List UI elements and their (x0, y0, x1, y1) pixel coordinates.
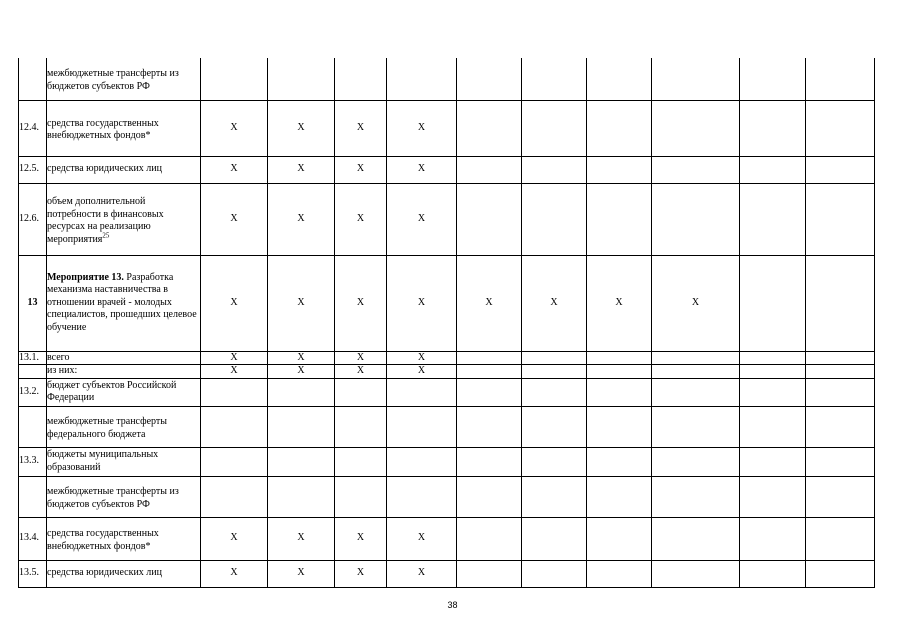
event-title: Мероприятие 13. (47, 271, 124, 283)
value-cell (335, 447, 387, 476)
value-cell (740, 255, 806, 351)
description-text: межбюджетные трансферты федерального бюджета (47, 416, 167, 440)
value-cell: X (335, 560, 387, 587)
value-cell (522, 351, 587, 365)
value-cell (740, 447, 806, 476)
value-cell (587, 560, 652, 587)
value-cell (268, 406, 335, 447)
value-cell: X (335, 351, 387, 365)
row-number: 12.4. (19, 100, 47, 156)
value-cell (457, 183, 522, 255)
row-description (47, 156, 201, 183)
value-cell (522, 476, 587, 517)
value-cell: X (387, 183, 457, 255)
row-number (19, 365, 47, 379)
value-cell: X (201, 183, 268, 255)
value-cell (806, 58, 875, 100)
value-cell: X (268, 100, 335, 156)
value-cell (806, 255, 875, 351)
value-cell: X (335, 100, 387, 156)
value-cell: X (387, 517, 457, 560)
value-cell: X (335, 365, 387, 379)
value-cell (201, 447, 268, 476)
row-description (47, 100, 201, 156)
value-cell (806, 100, 875, 156)
value-cell (457, 365, 522, 379)
value-cell: X (522, 255, 587, 351)
value-cell: X (387, 156, 457, 183)
value-cell: X (652, 255, 740, 351)
value-cell (740, 476, 806, 517)
row-description (47, 255, 201, 351)
value-cell (740, 517, 806, 560)
table-row (19, 406, 875, 447)
value-cell: X (268, 156, 335, 183)
value-cell (740, 406, 806, 447)
page-number: 38 (447, 600, 458, 610)
row-description (47, 447, 201, 476)
value-cell: X (201, 560, 268, 587)
value-cell (740, 183, 806, 255)
value-cell (201, 378, 268, 406)
value-cell: X (335, 255, 387, 351)
table-row (19, 378, 875, 406)
value-cell (457, 406, 522, 447)
table-row (19, 183, 875, 255)
value-cell (806, 517, 875, 560)
table-row (19, 447, 875, 476)
row-number: 12.6. (19, 183, 47, 255)
value-cell (652, 517, 740, 560)
table-row (19, 351, 875, 365)
description-text: Разработка механизма наставничества в отношении врачей - молодых специалистов, прошедших целевое обучение (47, 271, 197, 333)
value-cell (587, 156, 652, 183)
description-text: из них: (47, 365, 78, 376)
value-cell (587, 447, 652, 476)
value-cell: X (201, 156, 268, 183)
value-cell (335, 378, 387, 406)
value-cell (806, 406, 875, 447)
description-text: средства государственных внебюджетных фондов* (47, 117, 159, 141)
table-row (19, 517, 875, 560)
value-cell: X (268, 365, 335, 379)
value-cell (587, 351, 652, 365)
value-cell (587, 406, 652, 447)
row-number (19, 406, 47, 447)
value-cell: X (587, 255, 652, 351)
row-number: 13.5. (19, 560, 47, 587)
value-cell (522, 447, 587, 476)
value-cell (806, 156, 875, 183)
value-cell: X (387, 365, 457, 379)
value-cell: X (268, 517, 335, 560)
value-cell: X (387, 100, 457, 156)
value-cell: X (387, 560, 457, 587)
value-cell: X (268, 560, 335, 587)
value-cell (587, 378, 652, 406)
row-description (47, 378, 201, 406)
row-description (47, 365, 201, 379)
row-number (19, 58, 47, 100)
value-cell (652, 378, 740, 406)
value-cell (457, 560, 522, 587)
description-text: межбюджетные трансферты из бюджетов субъектов РФ (47, 486, 179, 510)
value-cell (806, 560, 875, 587)
value-cell (335, 58, 387, 100)
description-text: межбюджетные трансферты из бюджетов субъектов РФ (47, 68, 179, 92)
value-cell (587, 365, 652, 379)
footnote-ref: 25 (102, 231, 110, 240)
value-cell: X (201, 351, 268, 365)
value-cell (387, 476, 457, 517)
row-description (47, 58, 201, 100)
value-cell (806, 476, 875, 517)
value-cell (806, 351, 875, 365)
financing-table (18, 58, 875, 588)
value-cell (522, 183, 587, 255)
value-cell (522, 156, 587, 183)
table-row (19, 58, 875, 100)
row-description (47, 406, 201, 447)
row-number: 13.3. (19, 447, 47, 476)
value-cell (522, 560, 587, 587)
value-cell (522, 365, 587, 379)
value-cell (387, 58, 457, 100)
row-description (47, 517, 201, 560)
value-cell: X (201, 517, 268, 560)
table-row (19, 156, 875, 183)
value-cell: X (201, 365, 268, 379)
value-cell (457, 476, 522, 517)
value-cell (740, 58, 806, 100)
value-cell (740, 560, 806, 587)
value-cell (522, 517, 587, 560)
value-cell (587, 100, 652, 156)
value-cell (335, 406, 387, 447)
value-cell (387, 447, 457, 476)
description-text: всего (47, 351, 70, 363)
value-cell (522, 100, 587, 156)
value-cell (806, 378, 875, 406)
row-description (47, 476, 201, 517)
value-cell (268, 476, 335, 517)
value-cell (652, 476, 740, 517)
value-cell (587, 58, 652, 100)
value-cell: X (335, 517, 387, 560)
value-cell (457, 447, 522, 476)
value-cell: X (201, 255, 268, 351)
value-cell (522, 378, 587, 406)
value-cell: X (268, 183, 335, 255)
value-cell (587, 183, 652, 255)
value-cell (387, 406, 457, 447)
description-text: средства государственных внебюджетных фондов* (47, 528, 159, 552)
value-cell (806, 447, 875, 476)
row-number: 12.5. (19, 156, 47, 183)
table-row (19, 560, 875, 587)
row-number: 13.4. (19, 517, 47, 560)
value-cell: X (268, 255, 335, 351)
value-cell (740, 351, 806, 365)
value-cell (652, 447, 740, 476)
row-number (19, 476, 47, 517)
row-description (47, 351, 201, 365)
value-cell (522, 58, 587, 100)
value-cell (268, 58, 335, 100)
row-description (47, 560, 201, 587)
value-cell (652, 156, 740, 183)
value-cell (652, 58, 740, 100)
description-text: средства юридических лиц (47, 163, 162, 175)
row-number: 13.2. (19, 378, 47, 406)
value-cell (457, 100, 522, 156)
description-text: средства юридических лиц (47, 567, 162, 579)
value-cell (806, 365, 875, 379)
value-cell (335, 476, 387, 517)
value-cell (740, 156, 806, 183)
value-cell: X (335, 183, 387, 255)
value-cell: X (268, 351, 335, 365)
row-number: 13.1. (19, 351, 47, 365)
value-cell (652, 100, 740, 156)
value-cell (587, 517, 652, 560)
table-row (19, 365, 875, 379)
description-text: объем дополнительной потребности в финансовых ресурсах на реализацию мероприятия (47, 196, 164, 245)
table-row (19, 476, 875, 517)
value-cell: X (201, 100, 268, 156)
value-cell: X (335, 156, 387, 183)
value-cell (457, 517, 522, 560)
value-cell (652, 406, 740, 447)
value-cell: X (387, 255, 457, 351)
value-cell (457, 378, 522, 406)
value-cell (457, 351, 522, 365)
value-cell (201, 406, 268, 447)
value-cell (652, 365, 740, 379)
value-cell (806, 183, 875, 255)
value-cell (740, 100, 806, 156)
value-cell (740, 365, 806, 379)
value-cell (201, 476, 268, 517)
value-cell (740, 378, 806, 406)
value-cell (652, 351, 740, 365)
value-cell (201, 58, 268, 100)
description-text: бюджеты муниципальных образований (47, 449, 159, 473)
row-description (47, 183, 201, 255)
value-cell: X (457, 255, 522, 351)
value-cell (457, 156, 522, 183)
value-cell (652, 560, 740, 587)
table-row (19, 100, 875, 156)
value-cell (268, 447, 335, 476)
value-cell: X (387, 351, 457, 365)
value-cell (387, 378, 457, 406)
value-cell (457, 58, 522, 100)
table-row (19, 255, 875, 351)
value-cell (522, 406, 587, 447)
value-cell (587, 476, 652, 517)
value-cell (652, 183, 740, 255)
row-number: 13 (19, 255, 47, 351)
value-cell (268, 378, 335, 406)
description-text: бюджет субъектов Российской Федерации (47, 379, 177, 403)
